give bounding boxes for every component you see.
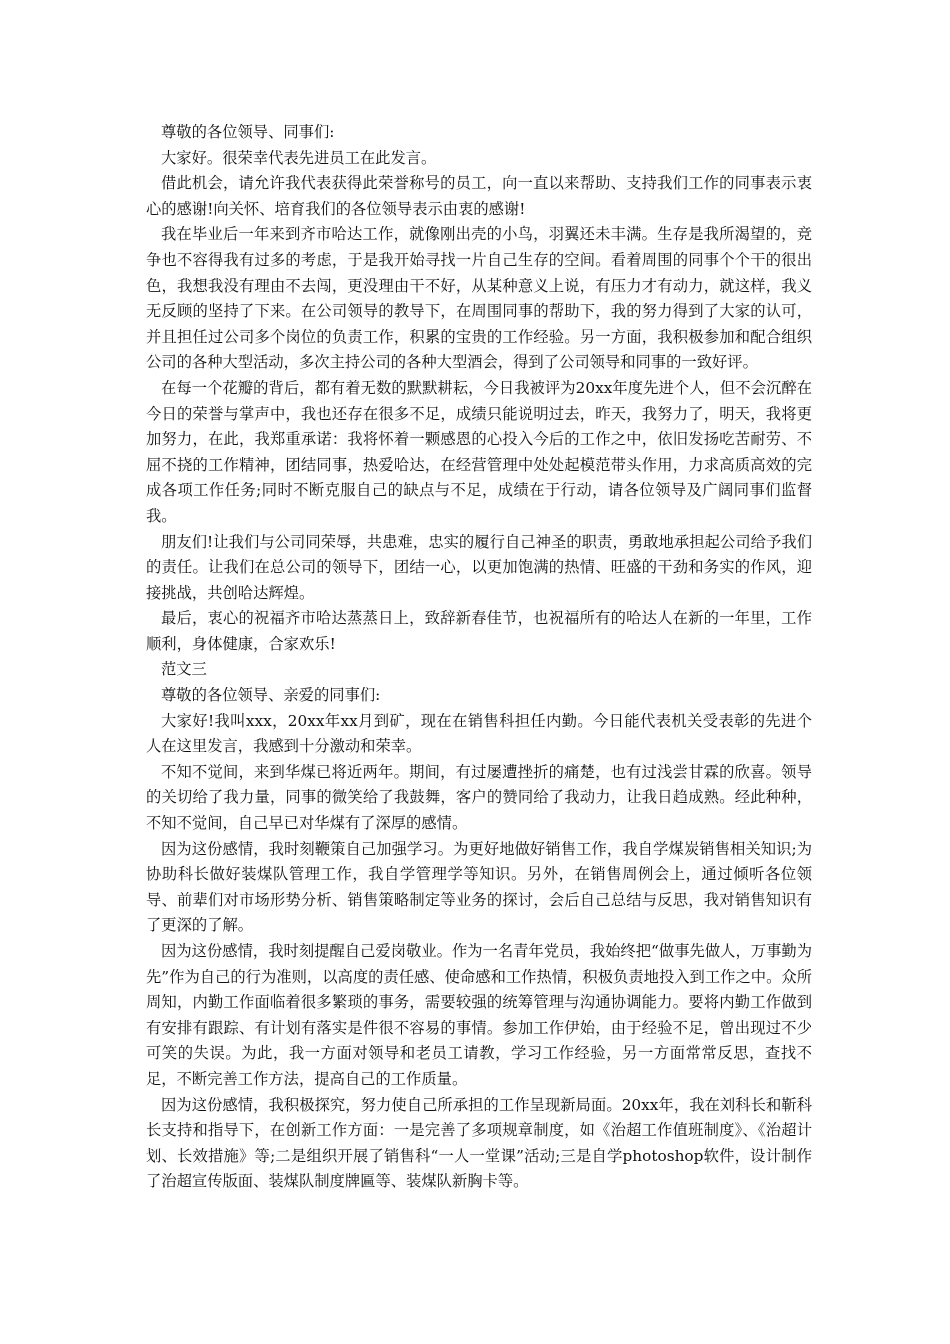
paragraph: 因为这份感情，我积极探究，努力使自己所承担的工作呈现新局面。20xx年，我在刘科长和靳科长支持和指导下，在创新工作方面：一是完善了多项规章制度，如《治超工作值班制度》、《治超计划、长效措施》等;二是组织开展了销售科“一人一堂课”活动;三是自学photoshop软件，设计制作了治超宣传版面、装煤队制度牌匾等、装煤队新胸卡等。 [146,1095,812,1191]
paragraph: 最后，衷心的祝福齐市哈达蒸蒸日上，致辞新春佳节，也祝福所有的哈达人在新的一年里，工作顺利，身体健康，合家欢乐! [146,609,812,653]
paragraph: 不知不觉间，来到华煤已将近两年。期间，有过屡遭挫折的痛楚，也有过浅尝甘霖的欣喜。领导的关切给了我力量，同事的微笑给了我鼓舞，客户的赞同给了我动力，让我日趋成熟。经此种种，不知不觉间，自己早已对华煤有了深厚的感情。 [146,762,812,833]
paragraph: 借此机会，请允许我代表获得此荣誉称号的员工，向一直以来帮助、支持我们工作的同事表示衷心的感谢!向关怀、培育我们的各位领导表示由衷的感谢! [146,174,812,218]
paragraph: 朋友们!让我们与公司同荣辱，共患难，忠实的履行自己神圣的职责，勇敢地承担起公司给予我们的责任。让我们在总公司的领导下，团结一心，以更加饱满的热情、旺盛的干劲和务实的作风，迎接挑战，共创哈达辉煌。 [146,532,812,602]
document-body [146,120,812,1195]
section-heading: 范文三 [161,660,207,679]
paragraph: 因为这份感情，我时刻提醒自己爱岗敬业。作为一名青年党员，我始终把“做事先做人，万事勤为先”作为自己的行为准则，以高度的责任感、使命感和工作热情，积极负责地投入到工作之中。众所周知，内勤工作面临着很多繁琐的事务，需要较强的统筹管理与沟通协调能力。要将内勤工作做到有安排有跟踪、有计划有落实是件很不容易的事情。参加工作伊始，由于经验不足，曾出现过不少可笑的失误。为此，我一方面对领导和老员工请教，学习工作经验，另一方面常常反思，查找不足，不断完善工作方法，提高自己的工作质量。 [146,942,812,1088]
salutation: 尊敬的各位领导、同事们: [161,123,335,141]
paragraph: 我在毕业后一年来到齐市哈达工作，就像刚出壳的小鸟，羽翼还未丰满。生存是我所渴望的，竞争也不容得我有过多的考虑，于是我开始寻找一片自己生存的空间。看着周围的同事个个干的很出色，我想我没有理由不去闯，更没理由干不好，从某种意义上说，有压力才有动力，就这样，我义无反顾的坚持了下来。在公司领导的教导下，在周围同事的帮助下，我的努力得到了大家的认可，并且担任过公司多个岗位的负责工作，积累的宝贵的工作经验。另一方面，我积极参加和配合组织公司的各种大型活动，多次主持公司的各种大型酒会，得到了公司领导和同事的一致好评。 [146,225,812,372]
salutation: 尊敬的各位领导、亲爱的同事们: [161,686,381,705]
paragraph: 因为这份感情，我时刻鞭策自己加强学习。为更好地做好销售工作，我自学煤炭销售相关知识;为协助科长做好装煤队管理工作，我自学管理学等知识。另外，在销售周例会上，通过倾听各位领导、前辈们对市场形势分析、销售策略制定等业务的探讨，会后自己总结与反思，我对销售知识有了更深的了解。 [146,839,812,935]
paragraph: 在每一个花瓣的背后，都有着无数的默默耕耘，今日我被评为20xx年度先进个人，但不会沉醉在今日的荣誉与掌声中，我也还存在很多不足，成绩只能说明过去，昨天，我努力了，明天，我将更加努力，在此，我郑重承诺：我将怀着一颗感恩的心投入今后的工作之中，依旧发扬吃苦耐劳、不屈不挠的工作精神，团结同事，热爱哈达，在经营管理中处处起模范带头作用，力求高质高效的完成各项工作任务;同时不断克服自己的缺点与不足，成绩在于行动，请各位领导及广阔同事们监督我。 [146,378,812,525]
paragraph: 大家好!我叫xxx，20xx年xx月到矿，现在在销售科担任内勤。今日能代表机关受表彰的先进个人在这里发言，我感到十分激动和荣幸。 [146,711,812,756]
greeting: 大家好。很荣幸代表先进员工在此发言。 [161,148,437,167]
